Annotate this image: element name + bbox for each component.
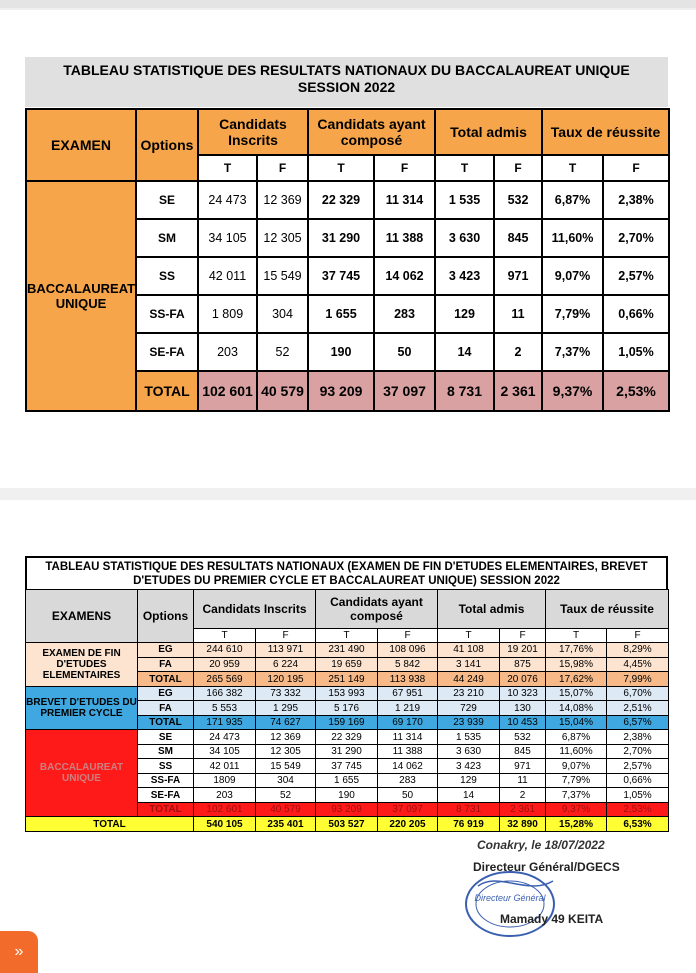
value-cell: 6,57% <box>607 715 669 730</box>
header-composes: Candidats ayant composé <box>308 109 435 155</box>
value-cell: 532 <box>500 730 546 745</box>
total-cell: 37 097 <box>374 371 435 411</box>
total-label: TOTAL <box>136 371 198 411</box>
value-cell: 50 <box>378 788 438 803</box>
header-t: T <box>316 628 378 643</box>
value-cell: 7,79% <box>542 295 603 333</box>
option-cell: SS-FA <box>138 773 194 788</box>
value-cell: 283 <box>374 295 435 333</box>
value-cell: 971 <box>500 759 546 774</box>
header-t: T <box>194 628 256 643</box>
top-bar <box>0 0 696 8</box>
value-cell: 7,99% <box>607 672 669 687</box>
table-row <box>26 686 669 701</box>
value-cell: 23 939 <box>438 715 500 730</box>
table-row <box>26 181 669 219</box>
value-cell: 2,70% <box>603 219 669 257</box>
header-f: F <box>607 628 669 643</box>
value-cell: 7,37% <box>546 788 607 803</box>
value-cell: 171 935 <box>194 715 256 730</box>
value-cell: 9,07% <box>546 759 607 774</box>
exam-group-label: EXAMEN DE FIN D'ETUDES ELEMENTAIRES <box>26 643 138 687</box>
value-cell: 23 210 <box>438 686 500 701</box>
value-cell: 12 305 <box>257 219 308 257</box>
value-cell: 69 170 <box>378 715 438 730</box>
value-cell: 41 108 <box>438 643 500 658</box>
table1-body <box>26 181 669 411</box>
value-cell: 3 423 <box>435 257 494 295</box>
value-cell: 12 369 <box>256 730 316 745</box>
value-cell: 93 209 <box>316 802 378 817</box>
value-cell: 12 305 <box>256 744 316 759</box>
value-cell: 203 <box>194 788 256 803</box>
value-cell: 19 659 <box>316 657 378 672</box>
header-f: F <box>378 628 438 643</box>
value-cell: 283 <box>378 773 438 788</box>
value-cell: 37 097 <box>378 802 438 817</box>
value-cell: 1 535 <box>435 181 494 219</box>
value-cell: 22 329 <box>308 181 374 219</box>
grand-total-cell: 6,53% <box>607 817 669 832</box>
value-cell: 4,45% <box>607 657 669 672</box>
value-cell: 17,62% <box>546 672 607 687</box>
table2-grid <box>25 589 669 832</box>
value-cell: 15 549 <box>257 257 308 295</box>
exam-group-label: BREVET D'ETUDES DU PREMIER CYCLE <box>26 686 138 730</box>
value-cell: 20 959 <box>194 657 256 672</box>
value-cell: 166 382 <box>194 686 256 701</box>
value-cell: 50 <box>374 333 435 371</box>
signature-date: Conakry, le 18/07/2022 <box>477 838 605 852</box>
value-cell: 11 388 <box>378 744 438 759</box>
total-cell: 2,53% <box>603 371 669 411</box>
value-cell: 73 332 <box>256 686 316 701</box>
value-cell: 11,60% <box>546 744 607 759</box>
value-cell: 5 176 <box>316 701 378 716</box>
value-cell: 159 169 <box>316 715 378 730</box>
value-cell: 14 062 <box>374 257 435 295</box>
value-cell: 74 627 <box>256 715 316 730</box>
results-table-bac <box>25 108 670 412</box>
value-cell: 6 224 <box>256 657 316 672</box>
value-cell: 875 <box>500 657 546 672</box>
value-cell: 19 201 <box>500 643 546 658</box>
value-cell: 7,37% <box>542 333 603 371</box>
header-t: T <box>435 155 494 181</box>
exam-group-label: BACCALAUREAT UNIQUE <box>26 730 138 817</box>
value-cell: 845 <box>500 744 546 759</box>
option-cell: TOTAL <box>138 802 194 817</box>
total-cell: 102 601 <box>198 371 257 411</box>
value-cell: 44 249 <box>438 672 500 687</box>
value-cell: 251 149 <box>316 672 378 687</box>
value-cell: 15,07% <box>546 686 607 701</box>
grand-total-label: TOTAL <box>26 817 194 832</box>
option-cell: SS <box>138 759 194 774</box>
option-cell: EG <box>138 643 194 658</box>
value-cell: 15,98% <box>546 657 607 672</box>
value-cell: 1 295 <box>256 701 316 716</box>
value-cell: 67 951 <box>378 686 438 701</box>
table2-title <box>25 556 668 589</box>
value-cell: 52 <box>256 788 316 803</box>
value-cell: 1 655 <box>316 773 378 788</box>
value-cell: 10 453 <box>500 715 546 730</box>
value-cell: 2 <box>494 333 542 371</box>
total-cell: 2 361 <box>494 371 542 411</box>
official-stamp <box>458 866 568 942</box>
value-cell: 0,66% <box>603 295 669 333</box>
value-cell: 31 290 <box>308 219 374 257</box>
value-cell: 203 <box>198 333 257 371</box>
value-cell: 34 105 <box>198 219 257 257</box>
value-cell: 5 553 <box>194 701 256 716</box>
header-t: T <box>546 628 607 643</box>
value-cell: 37 745 <box>316 759 378 774</box>
header-options: Options <box>136 109 198 181</box>
option-cell: SM <box>138 744 194 759</box>
option-cell: SS <box>136 257 198 295</box>
value-cell: 14 <box>438 788 500 803</box>
signature-title: Directeur Général/DGECS <box>473 860 620 874</box>
value-cell: 1 655 <box>308 295 374 333</box>
value-cell: 24 473 <box>198 181 257 219</box>
value-cell: 2,51% <box>607 701 669 716</box>
option-cell: FA <box>138 701 194 716</box>
value-cell: 20 076 <box>500 672 546 687</box>
header-taux: Taux de réussite <box>546 590 669 629</box>
grand-total-cell: 76 919 <box>438 817 500 832</box>
value-cell: 190 <box>308 333 374 371</box>
value-cell: 2,57% <box>603 257 669 295</box>
value-cell: 37 745 <box>308 257 374 295</box>
header-options: Options <box>138 590 194 643</box>
value-cell: 9,37% <box>546 802 607 817</box>
header-f: F <box>257 155 308 181</box>
signature-name: Mamady 49 KEITA <box>500 912 604 926</box>
value-cell: 1,05% <box>603 333 669 371</box>
value-cell: 153 993 <box>316 686 378 701</box>
value-cell: 304 <box>256 773 316 788</box>
value-cell: 6,87% <box>546 730 607 745</box>
header-composes: Candidats ayant composé <box>316 590 438 629</box>
value-cell: 31 290 <box>316 744 378 759</box>
value-cell: 845 <box>494 219 542 257</box>
value-cell: 0,66% <box>607 773 669 788</box>
value-cell: 244 610 <box>194 643 256 658</box>
value-cell: 102 601 <box>194 802 256 817</box>
value-cell: 34 105 <box>194 744 256 759</box>
value-cell: 113 938 <box>378 672 438 687</box>
option-cell: SS-FA <box>136 295 198 333</box>
option-cell: FA <box>138 657 194 672</box>
value-cell: 40 579 <box>256 802 316 817</box>
option-cell: TOTAL <box>138 715 194 730</box>
value-cell: 1 535 <box>438 730 500 745</box>
value-cell: 113 971 <box>256 643 316 658</box>
grand-total-cell: 235 401 <box>256 817 316 832</box>
table-row <box>26 730 669 745</box>
value-cell: 11 <box>500 773 546 788</box>
results-table-national <box>25 556 668 832</box>
value-cell: 6,70% <box>607 686 669 701</box>
value-cell: 971 <box>494 257 542 295</box>
option-cell: SM <box>136 219 198 257</box>
value-cell: 17,76% <box>546 643 607 658</box>
value-cell: 52 <box>257 333 308 371</box>
value-cell: 729 <box>438 701 500 716</box>
value-cell: 129 <box>438 773 500 788</box>
header-t: T <box>438 628 500 643</box>
header-t: T <box>542 155 603 181</box>
grand-total-cell: 220 205 <box>378 817 438 832</box>
option-cell: SE-FA <box>138 788 194 803</box>
value-cell: 108 096 <box>378 643 438 658</box>
grand-total-cell: 15,28% <box>546 817 607 832</box>
value-cell: 8,29% <box>607 643 669 658</box>
value-cell: 2 <box>500 788 546 803</box>
value-cell: 14 062 <box>378 759 438 774</box>
value-cell: 7,79% <box>546 773 607 788</box>
value-cell: 42 011 <box>194 759 256 774</box>
option-cell: TOTAL <box>138 672 194 687</box>
value-cell: 120 195 <box>256 672 316 687</box>
table2-body <box>26 643 669 832</box>
value-cell: 42 011 <box>198 257 257 295</box>
value-cell: 3 141 <box>438 657 500 672</box>
value-cell: 14 <box>435 333 494 371</box>
value-cell: 9,07% <box>542 257 603 295</box>
value-cell: 14,08% <box>546 701 607 716</box>
header-taux: Taux de réussite <box>542 109 669 155</box>
option-cell: SE <box>138 730 194 745</box>
table1-title-line2: SESSION 2022 <box>297 79 396 95</box>
value-cell: 130 <box>500 701 546 716</box>
value-cell: 1 219 <box>378 701 438 716</box>
exam-label-bac: BACCALAUREAT UNIQUE <box>26 181 136 411</box>
table1-title <box>25 57 668 107</box>
grand-total-row <box>26 817 669 832</box>
header-t: T <box>308 155 374 181</box>
value-cell: 3 630 <box>438 744 500 759</box>
value-cell: 11 388 <box>374 219 435 257</box>
total-cell: 8 731 <box>435 371 494 411</box>
header-f: F <box>603 155 669 181</box>
header-inscrits: Candidats Inscrits <box>194 590 316 629</box>
total-cell: 40 579 <box>257 371 308 411</box>
value-cell: 1809 <box>194 773 256 788</box>
header-t: T <box>198 155 257 181</box>
table1-title-line1: TABLEAU STATISTIQUE DES RESULTATS NATIONAUX DU BACCALAUREAT UNIQUE <box>63 62 630 78</box>
header-examen: EXAMEN <box>26 109 136 181</box>
header-admis: Total admis <box>435 109 542 155</box>
value-cell: 2 361 <box>500 802 546 817</box>
value-cell: 10 323 <box>500 686 546 701</box>
value-cell: 231 490 <box>316 643 378 658</box>
value-cell: 11 314 <box>374 181 435 219</box>
value-cell: 6,87% <box>542 181 603 219</box>
value-cell: 24 473 <box>194 730 256 745</box>
value-cell: 304 <box>257 295 308 333</box>
value-cell: 3 630 <box>435 219 494 257</box>
header-examens: EXAMENS <box>26 590 138 643</box>
value-cell: 532 <box>494 181 542 219</box>
header-admis: Total admis <box>438 590 546 629</box>
header-f: F <box>374 155 435 181</box>
header-f: F <box>494 155 542 181</box>
value-cell: 11 314 <box>378 730 438 745</box>
value-cell: 11,60% <box>542 219 603 257</box>
value-cell: 1 809 <box>198 295 257 333</box>
grand-total-cell: 32 890 <box>500 817 546 832</box>
value-cell: 129 <box>435 295 494 333</box>
value-cell: 2,38% <box>603 181 669 219</box>
value-cell: 2,57% <box>607 759 669 774</box>
value-cell: 2,53% <box>607 802 669 817</box>
value-cell: 1,05% <box>607 788 669 803</box>
value-cell: 15 549 <box>256 759 316 774</box>
header-f: F <box>256 628 316 643</box>
value-cell: 5 842 <box>378 657 438 672</box>
value-cell: 22 329 <box>316 730 378 745</box>
value-cell: 3 423 <box>438 759 500 774</box>
value-cell: 8 731 <box>438 802 500 817</box>
total-cell: 93 209 <box>308 371 374 411</box>
table2-title-line1: TABLEAU STATISTIQUE DES RESULTATS NATIONAUX (EXAMEN DE FIN D'ETUDES ELEMENTAIRES, BREVET <box>45 561 648 573</box>
table-row <box>26 643 669 658</box>
stamp-text: Directeur Général <box>474 893 546 903</box>
value-cell: 12 369 <box>257 181 308 219</box>
table2-title-line2: D'ETUDES DU PREMIER CYCLE ET BACCALAUREAT UNIQUE) SESSION 2022 <box>133 575 560 587</box>
grand-total-cell: 503 527 <box>316 817 378 832</box>
option-cell: SE <box>136 181 198 219</box>
value-cell: 190 <box>316 788 378 803</box>
option-cell: EG <box>138 686 194 701</box>
value-cell: 2,38% <box>607 730 669 745</box>
value-cell: 11 <box>494 295 542 333</box>
header-inscrits: Candidats Inscrits <box>198 109 308 155</box>
value-cell: 265 569 <box>194 672 256 687</box>
value-cell: 15,04% <box>546 715 607 730</box>
value-cell: 2,70% <box>607 744 669 759</box>
option-cell: SE-FA <box>136 333 198 371</box>
grand-total-cell: 540 105 <box>194 817 256 832</box>
double-chevron-right-icon[interactable]: » <box>0 931 38 973</box>
total-cell: 9,37% <box>542 371 603 411</box>
header-f: F <box>500 628 546 643</box>
